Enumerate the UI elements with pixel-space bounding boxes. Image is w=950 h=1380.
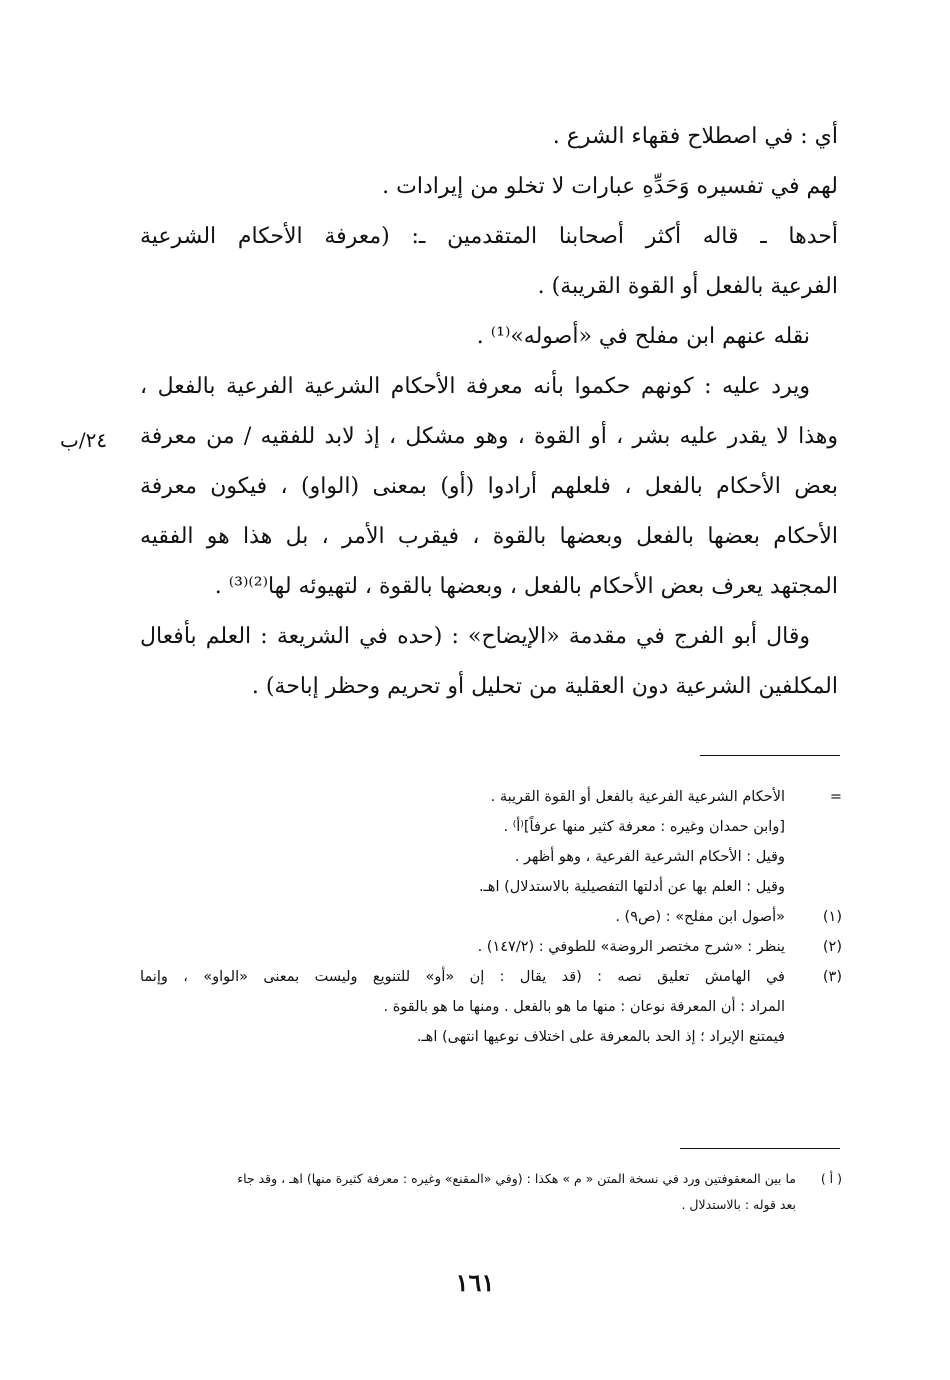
footnote-divider: [700, 755, 840, 756]
editor-note-line: بعد قوله : بالاستدلال .: [681, 1197, 796, 1212]
footnote-text: ينظر : «شرح مختصر الروضة» للطوفي : (١٤٧/٢) .: [477, 939, 785, 955]
footnote-line: المراد : أن المعرفة نوعان : منها ما هو بالفعل . ومنها ما هو بالقوة .: [383, 999, 785, 1015]
footnote-1: [140, 902, 840, 932]
text-line: المكلفين الشرعية دون العقلية من تحليل أو تحريم وحظر إباحة) .: [251, 674, 838, 699]
editor-notes-divider: [680, 1148, 840, 1149]
editor-note-mark: ( أ ): [820, 1171, 842, 1186]
editor-note-a: [140, 1166, 840, 1192]
continuation-mark: =: [829, 789, 842, 805]
text-line: بعض الأحكام بالفعل ، فلعلهم أرادوا (أو) بمعنى (الواو) ، فيكون معرفة: [140, 474, 838, 499]
footnote-number: (٢): [822, 939, 842, 955]
editor-notes: [140, 1166, 840, 1218]
footnote-continuation: [140, 782, 840, 812]
text-line: وقال أبو الفرج في مقدمة «الإيضاح» : (حده في الشريعة : العلم بأفعال: [140, 624, 810, 649]
text-line: أي : في اصطلاح فقهاء الشرع .: [552, 124, 838, 149]
footnote-number: (٣): [822, 969, 842, 985]
footnote-text: «أصول ابن مفلح» : (ص٩) .: [615, 909, 785, 925]
footnote-text: في الهامش تعليق نصه : (قد يقال : إن «أو» للتنويع وليست بمعنى «الواو» ، وإنما: [140, 969, 785, 985]
footnotes: [140, 782, 840, 1052]
text-line: ويرد عليه : كونهم حكموا بأنه معرفة الأحكام الشرعية الفرعية بالفعل ،: [140, 374, 810, 399]
footnote-number: (١): [822, 909, 842, 925]
footnote-line: وقيل : العلم بها عن أدلتها التفصيلية بالاستدلال) اهـ.: [478, 879, 785, 895]
footnote-line: الأحكام الشرعية الفرعية بالفعل أو القوة القريبة .: [490, 789, 785, 805]
text-line: لهم في تفسيره وَحَدِّهِ عبارات لا تخلو من إيرادات .: [382, 174, 838, 199]
page-number: ١٦١: [455, 1268, 495, 1297]
editor-note-line: ما بين المعقوفتين ورد في نسخة المتن « م » هكذا : (وفي «المقنع» وغيره : معرفة كثيرة منها) اهـ ، وقد جاء: [237, 1171, 796, 1186]
footnote-line: [وابن حمدان وغيره : معرفة كثير منها عرفاً]⁽أ⁾ .: [503, 819, 785, 835]
footnote-2: [140, 932, 840, 962]
footnote-3: [140, 962, 840, 992]
text-line: المجتهد يعرف بعض الأحكام بالفعل ، وبعضها بالقوة ، لتهيوئه لها⁽²⁾⁽³⁾ .: [214, 574, 838, 599]
text-line: الأحكام بعضها بالفعل وبعضها بالقوة ، فيقرب الأمر ، بل هذا هو الفقيه: [140, 524, 838, 549]
main-text: [140, 112, 838, 712]
folio-marginal-note: ٢٤/ب: [60, 428, 108, 452]
text-line: أحدها ـ قاله أكثر أصحابنا المتقدمين ـ: (معرفة الأحكام الشرعية: [140, 224, 838, 249]
text-line: الفرعية بالفعل أو القوة القريبة) .: [537, 274, 838, 299]
text-line: وهذا لا يقدر عليه بشر ، أو القوة ، وهو مشكل ، إذ لابد للفقيه / من معرفة: [140, 424, 838, 449]
footnote-line: وقيل : الأحكام الشرعية الفرعية ، وهو أظهر .: [514, 849, 785, 865]
footnote-line: فيمتنع الإيراد ؛ إذ الحد بالمعرفة على اختلاف نوعيها انتهى) اهـ.: [416, 1029, 785, 1045]
text-line: نقله عنهم ابن مفلح في «أصوله»⁽¹⁾ .: [476, 324, 810, 349]
